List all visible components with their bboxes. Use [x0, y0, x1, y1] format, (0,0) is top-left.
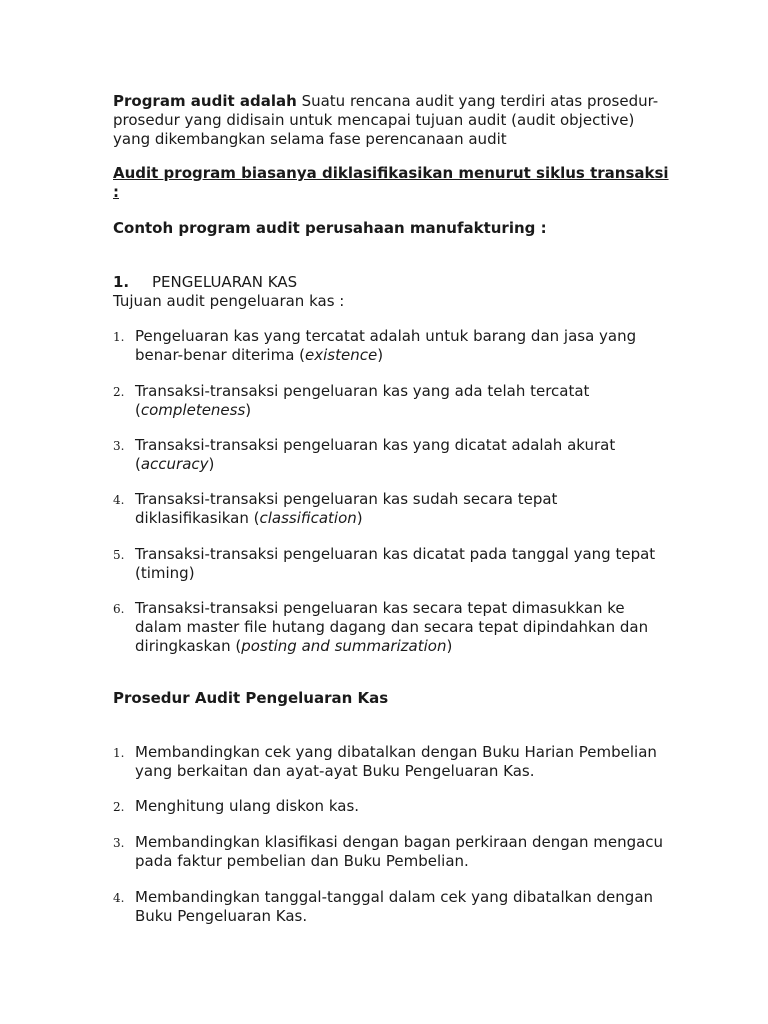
list-item: [113, 490, 673, 528]
list-text: Membandingkan klasifikasi dengan bagan perkiraan dengan mengacu pada faktur pembelian dan Buku Pembelian.: [135, 833, 664, 870]
section-number: 1.: [113, 273, 130, 291]
list-number: 4.: [113, 493, 125, 507]
section-heading: [113, 273, 673, 292]
list-item: [113, 599, 673, 656]
list-text: Transaksi-transaksi pengeluaran kas sudah secara tepat diklasifikasikan (: [135, 490, 558, 527]
intro-paragraph: [113, 92, 673, 149]
list-number: 1.: [113, 330, 125, 344]
intro-term: Program audit adalah: [113, 92, 297, 110]
list-emphasis: classification: [259, 509, 357, 527]
example-heading: Contoh program audit perusahaan manufakturing :: [113, 219, 547, 237]
section-subtitle: Tujuan audit pengeluaran kas :: [113, 292, 345, 310]
list-item: [113, 743, 673, 781]
list-number: 1.: [113, 746, 125, 760]
intro-definition: Suatu rencana audit yang terdiri atas prosedur-prosedur yang didisain untuk mencapai tujuan audit (audit objective) yang dikembangkan selama fase perencanaan audit: [113, 92, 659, 148]
list-number: 4.: [113, 891, 125, 905]
list-emphasis: accuracy: [140, 455, 209, 473]
list-text: Pengeluaran kas yang tercatat adalah untuk barang dan jasa yang benar-benar diterima (: [135, 327, 637, 364]
list-tail: ): [245, 401, 252, 419]
list-number: 3.: [113, 439, 125, 453]
list-number: 6.: [113, 602, 125, 616]
section-title: PENGELUARAN KAS: [152, 273, 298, 291]
list-tail: ): [208, 455, 215, 473]
list-text: Transaksi-transaksi pengeluaran kas yang ada telah tercatat (: [135, 382, 590, 419]
list-tail: ): [446, 637, 453, 655]
list-emphasis: completeness: [140, 401, 246, 419]
list-emphasis: existence: [305, 346, 378, 364]
list-text: Transaksi-transaksi pengeluaran kas dicatat pada tanggal yang tepat (timing): [135, 545, 656, 582]
list-text: Membandingkan cek yang dibatalkan dengan Buku Harian Pembelian yang berkaitan dan ayat-ayat Buku Pengeluaran Kas.: [135, 743, 657, 780]
list-item: [113, 797, 673, 816]
list-tail: ): [356, 509, 363, 527]
list-tail: ): [377, 346, 384, 364]
list-number: 2.: [113, 800, 125, 814]
list-number: 2.: [113, 385, 125, 399]
list-item: [113, 545, 673, 583]
list-item: [113, 436, 673, 474]
procedure-heading: Prosedur Audit Pengeluaran Kas: [113, 689, 389, 707]
list-item: [113, 888, 673, 926]
list-item: [113, 327, 673, 365]
list-text: Transaksi-transaksi pengeluaran kas yang dicatat adalah akurat (: [135, 436, 616, 473]
list-emphasis: posting and summarization: [241, 637, 447, 655]
list-number: 5.: [113, 548, 125, 562]
list-text: Membandingkan tanggal-tanggal dalam cek yang dibatalkan dengan Buku Pengeluaran Kas.: [135, 888, 654, 925]
list-text: Transaksi-transaksi pengeluaran kas secara tepat dimasukkan ke dalam master file hutang dagang dan secara tepat dipindahkan dan diringkaskan (: [135, 599, 649, 655]
classification-heading: Audit program biasanya diklasifikasikan menurut siklus transaksi :: [113, 164, 669, 201]
list-text: Menghitung ulang diskon kas.: [135, 797, 360, 815]
list-number: 3.: [113, 836, 125, 850]
list-item: [113, 382, 673, 420]
list-item: [113, 833, 673, 871]
